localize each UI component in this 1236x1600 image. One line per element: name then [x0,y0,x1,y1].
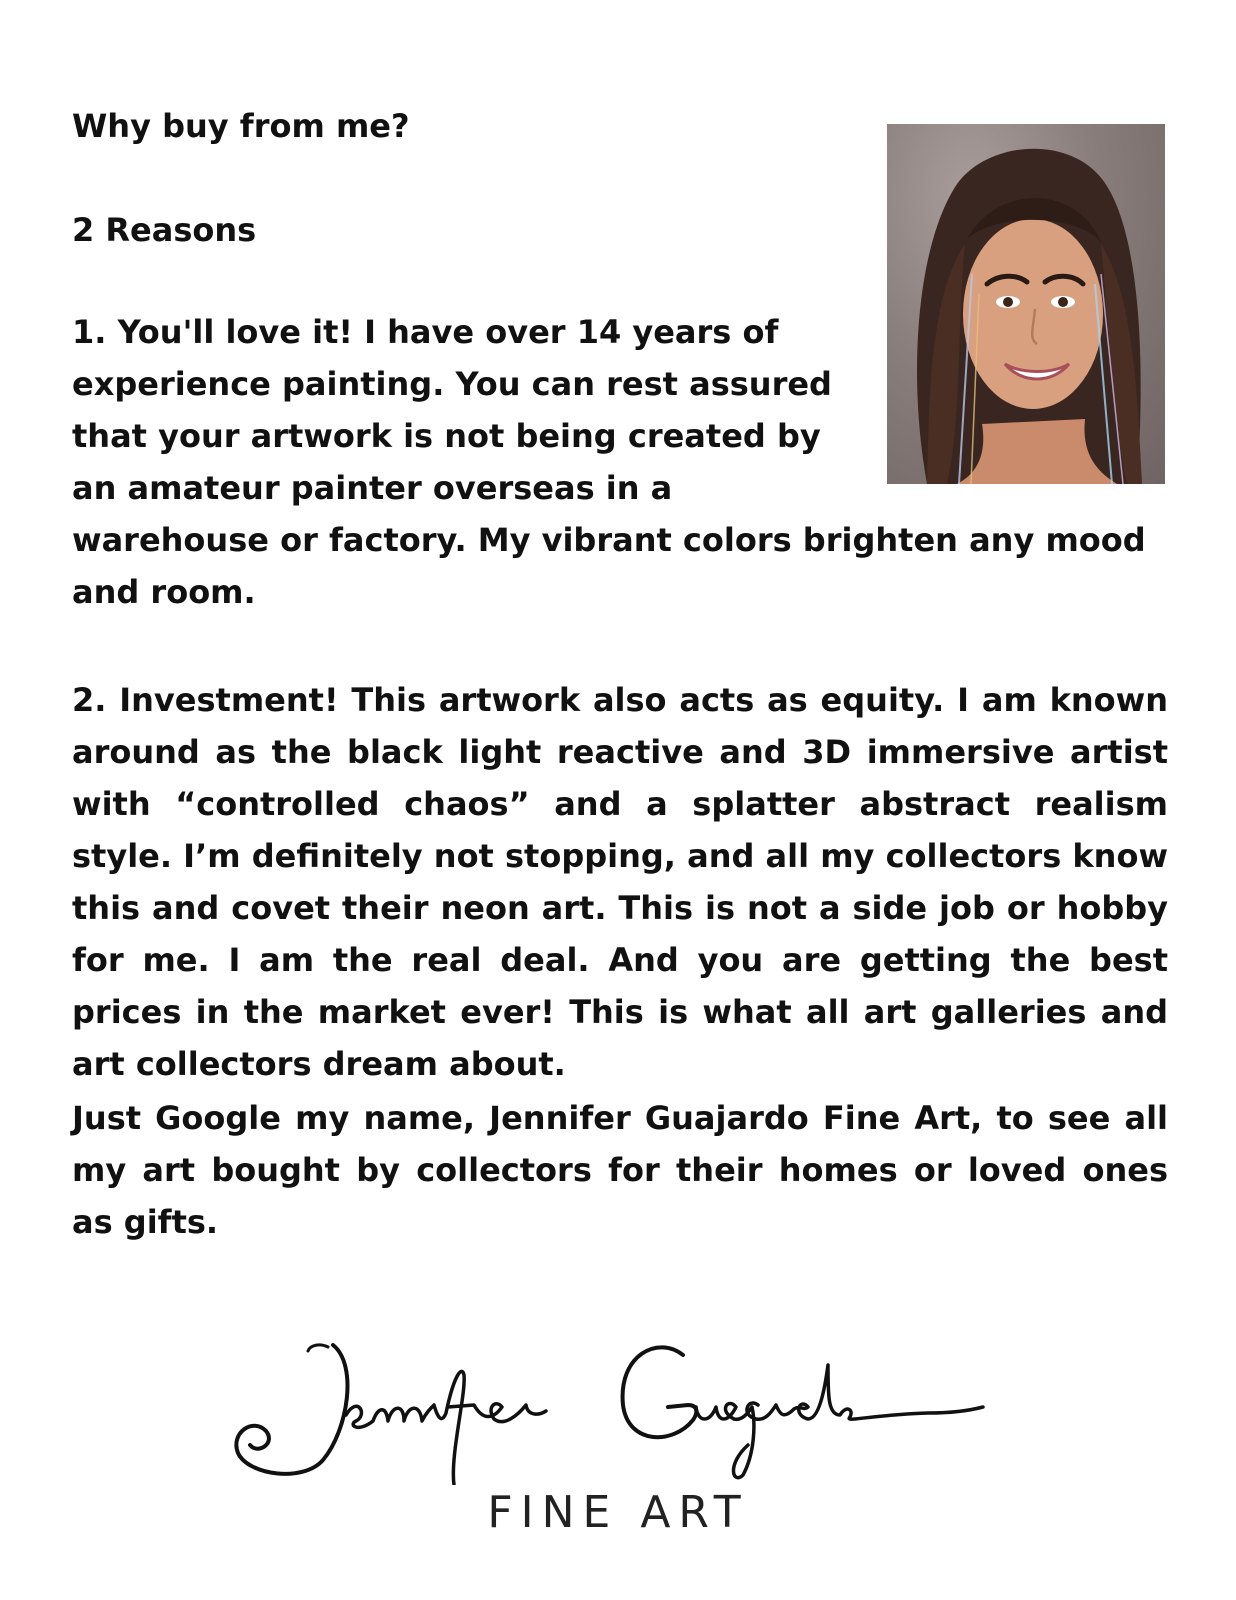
reason-one-paragraph [72,306,1168,618]
logo-caption: FINE ART [487,1487,749,1538]
reason-two-paragraph: 2. Investment! This artwork also acts as equity. I am known around as the black light reactive and 3D immersive artist with “controlled chaos” and a splatter abstract realism style. I’m definitely not stopping, and all my collectors know this and covet their neon art. This is not a side job or hobby for me. I am the real deal. And you are getting the best prices in the market ever! This is what all art galleries and art collectors dream about. [72,681,1168,1083]
page-heading: Why buy from me? [72,107,410,145]
google-note-paragraph: Just Google my name, Jennifer Guajardo Fine Art, to see all my art bought by collectors for their homes or loved ones as gifts. [72,1099,1168,1241]
signature-mark [228,1335,1008,1485]
reason-one-rest-text: warehouse or factory. My vibrant colors brighten any mood and room. [72,521,1146,611]
signature-logo [228,1335,1008,1545]
reasons-subheading: 2 Reasons [72,211,257,249]
reason-one-lead-text: 1. You'll love it! I have over 14 years of experience painting. You can rest assured that your artwork is not being created by an amateur painter overseas in a [72,313,832,507]
